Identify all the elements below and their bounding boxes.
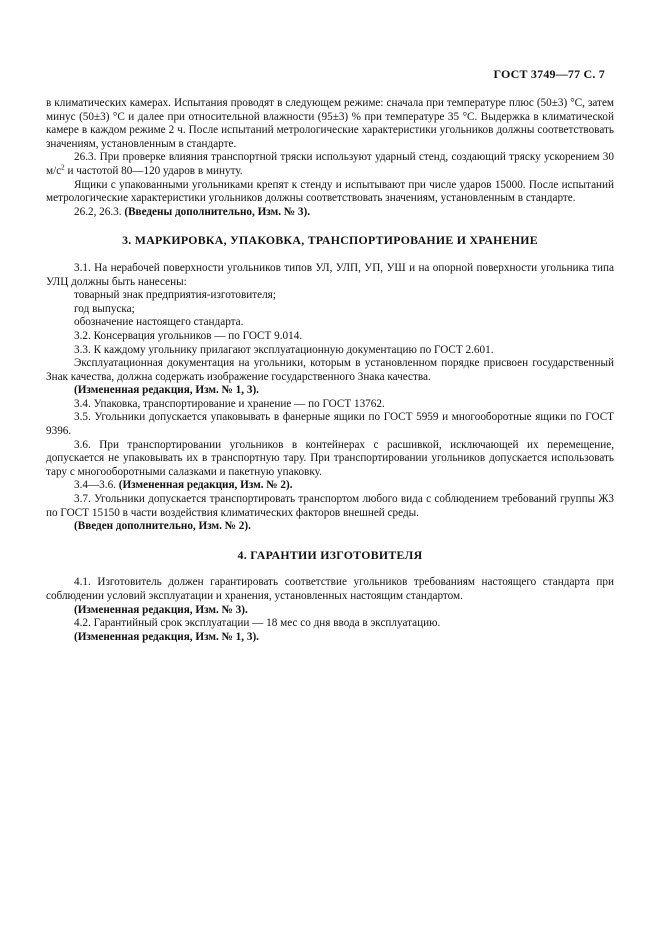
paragraph-26-3-text-end: и частотой 80—120 ударов в минуту. (64, 164, 243, 177)
section-4-title: 4. ГАРАНТИИ ИЗГОТОВИТЕЛЯ (237, 547, 423, 562)
paragraph-boxes-test: Ящики с упакованными угольниками крепят к стенду и испытывают при числе ударов 15000. После испытаний метрологические характеристики угольников должны соответствовать значениям, установленным в стандарте. (46, 178, 614, 205)
amendment-note-4-2: (Измененная редакция, Изм. № 1, 3). (74, 630, 259, 643)
amendment-note-3-7: (Введен дополнительно, Изм. № 2). (74, 520, 251, 533)
amendment-text: (Измененная редакция, Изм. № 2). (118, 479, 293, 492)
document-body (46, 97, 614, 644)
clause-3-2: 3.2. Консервация угольников — по ГОСТ 9.014. (74, 329, 303, 342)
paragraph-26-3 (46, 151, 614, 178)
clause-4-2: 4.2. Гарантийный срок эксплуатации — 18 мес со дня ввода в эксплуатацию. (74, 617, 441, 630)
section-3-title: 3. МАРКИРОВКА, УПАКОВКА, ТРАНСПОРТИРОВАНИЕ И ХРАНЕНИЕ (122, 233, 538, 248)
paragraph-climatic-test: в климатических камерах. Испытания проводят в следующем режиме: сначала при температуре плюс (50±3) °С, затем минус (50±3) °С и далее при относительной влажности (95±3) % при температуре 35 °С. Выдержка в климатической камере в каждом режиме 2 ч. После испытаний метрологические характеристики угольников должны соответствовать значениям, установленным в стандарте. (46, 97, 614, 150)
clause-3-1: 3.1. На нерабочей поверхности угольников типов УЛ, УЛП, УП, УШ и на опорной поверхности угольника типа УЛЦ должны быть нанесены: (46, 261, 614, 288)
amendment-prefix: 3.4—3.6. (74, 479, 119, 492)
superscript-two: 2 (61, 163, 65, 172)
amendment-note-26 (46, 206, 614, 220)
running-header: ГОСТ 3749—77 С. 7 (493, 67, 605, 81)
amendment-text: (Введены дополнительно, Изм. № 3). (124, 205, 311, 218)
paragraph-26-3-text: 26.3. При проверке влияния транспортной тряски используют ударный стенд, создающий тряску ускорением 30 м/с (46, 151, 614, 177)
clause-3-3: 3.3. К каждому угольнику прилагают эксплуатационную документацию по ГОСТ 2.601. (74, 343, 494, 356)
marking-list-item: год выпуска; (74, 302, 135, 315)
amendment-note-4-1: (Измененная редакция, Изм. № 3). (74, 603, 248, 616)
amendment-note-3-3: (Измененная редакция, Изм. № 1, 3). (74, 384, 259, 397)
marking-list-item: товарный знак предприятия-изготовителя; (74, 289, 276, 302)
clause-3-7: 3.7. Угольники допускается транспортировать транспортом любого вида с соблюдением требований группы Ж3 по ГОСТ 15150 в части воздействия климатических факторов внешней среды. (46, 493, 614, 519)
clause-3-6: 3.6. При транспортировании угольников в контейнерах с расшивкой, исключающей их перемещение, допускается не упаковывать их в транспортную тару. При транспортировании угольников допускается использовать тару с многооборотными салазками и пакетную упаковку. (46, 438, 614, 478)
clause-3-4: 3.4. Упаковка, транспортирование и хранение — по ГОСТ 13762. (74, 397, 385, 410)
marking-list-item: обозначение настоящего стандарта. (74, 316, 244, 329)
amendment-note-3-4-3-6 (46, 479, 614, 493)
amendment-prefix: 26.2, 26.3. (74, 205, 125, 218)
clause-3-5: 3.5. Угольники допускается упаковывать в фанерные ящики по ГОСТ 5959 и многооборотные ящики по ГОСТ 9396. (46, 411, 614, 438)
clause-4-1: 4.1. Изготовитель должен гарантировать соответствие угольников требованиям настоящего стандарта при соблюдении условий эксплуатации и хранения, установленных настоящим стандартом. (46, 576, 614, 602)
clause-3-3-continued: Эксплуатационная документация на угольники, которым в установленном порядке присвоен государственный Знак качества, должна содержать изображение государственного Знака качества. (46, 357, 614, 383)
